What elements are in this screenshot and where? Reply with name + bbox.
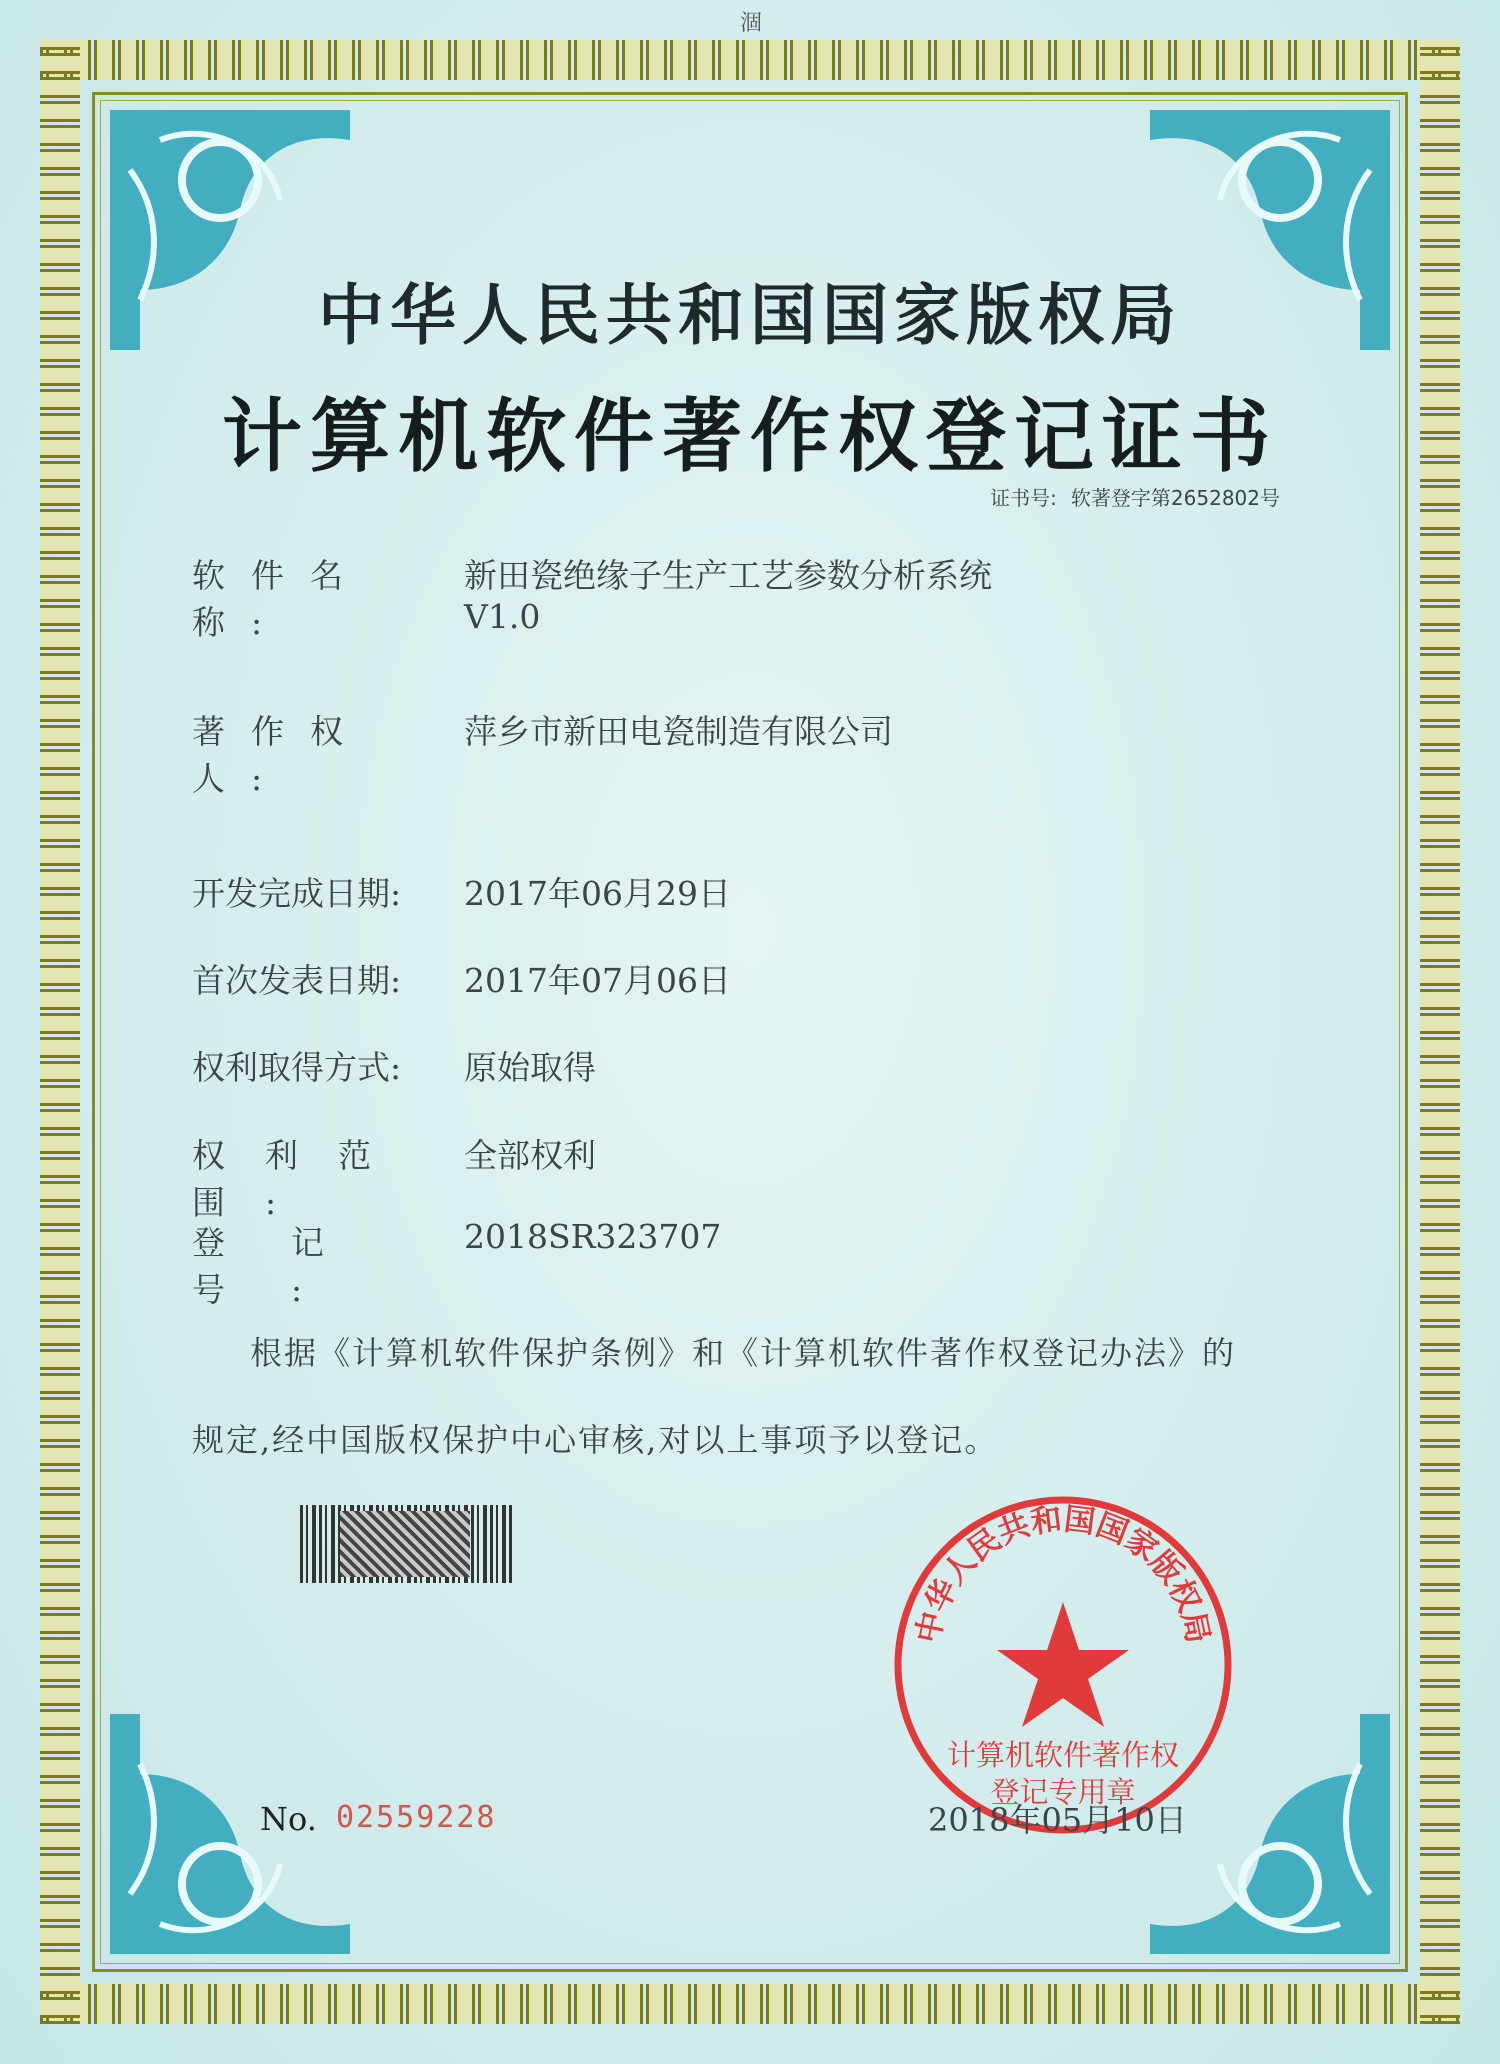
border-bottom	[40, 1984, 1460, 2024]
certificate-number-value: 软著登字第2652802号	[1070, 486, 1280, 510]
seal-inner-line1: 计算机软件著作权	[946, 1738, 1180, 1772]
field-completion-date	[192, 868, 731, 915]
seal-inner-line2: 登记专用章	[990, 1775, 1136, 1809]
official-seal	[888, 1490, 1238, 1840]
barcode-data-block	[340, 1511, 470, 1577]
authority-title: 中华人民共和国国家版权局	[318, 277, 1182, 354]
field-value: 全部权利	[464, 1136, 596, 1175]
field-value: 原始取得	[464, 1048, 596, 1087]
statement-line2: 规定,经中国版权保护中心审核,对以上事项予以登记。	[192, 1421, 999, 1459]
field-value: 2017年07月06日	[464, 961, 731, 1000]
field-value	[464, 550, 992, 636]
field-label: 登记号:	[192, 1223, 390, 1309]
field-label: 权利取得方式:	[192, 1048, 402, 1087]
certificate-number-label: 证书号:	[990, 486, 1057, 510]
software-name-version: V1.0	[464, 597, 541, 636]
field-label: 软件名称:	[192, 556, 369, 642]
field-label: 首次发表日期:	[192, 961, 402, 1000]
barcode-icon	[300, 1505, 512, 1583]
serial-number: 02559228	[336, 1800, 497, 1835]
field-value: 2017年06月29日	[464, 874, 731, 913]
field-copyright-owner	[192, 706, 893, 800]
field-software-name	[192, 550, 992, 644]
field-label: 权利范围:	[192, 1136, 411, 1222]
field-registration-number	[192, 1217, 721, 1311]
field-value: 2018SR323707	[464, 1217, 722, 1256]
serial-label: No.	[260, 1800, 317, 1838]
field-label: 开发完成日期:	[192, 874, 402, 913]
handwritten-mark: 涸	[740, 11, 763, 36]
corner-ornament-icon	[100, 1704, 360, 1964]
field-value: 萍乡市新田电瓷制造有限公司	[464, 712, 893, 751]
field-rights-scope	[192, 1130, 596, 1224]
field-acquisition-method	[192, 1042, 596, 1089]
seal-ring-text: 中华人民共和国国家版权局	[910, 1501, 1216, 1647]
border-top	[40, 40, 1460, 80]
statement-line1: 根据《计算机软件保护条例》和《计算机软件著作权登记办法》的	[250, 1334, 1237, 1372]
issue-date: 2018年05月10日	[928, 1801, 1187, 1839]
field-label: 著作权人:	[192, 712, 369, 798]
certificate-number	[990, 482, 1280, 511]
software-name-line1: 新田瓷绝缘子生产工艺参数分析系统	[464, 556, 992, 595]
certificate-title: 计算机软件著作权登记证书	[222, 389, 1278, 483]
star-icon	[997, 1602, 1129, 1727]
field-first-publication-date	[192, 955, 731, 1002]
